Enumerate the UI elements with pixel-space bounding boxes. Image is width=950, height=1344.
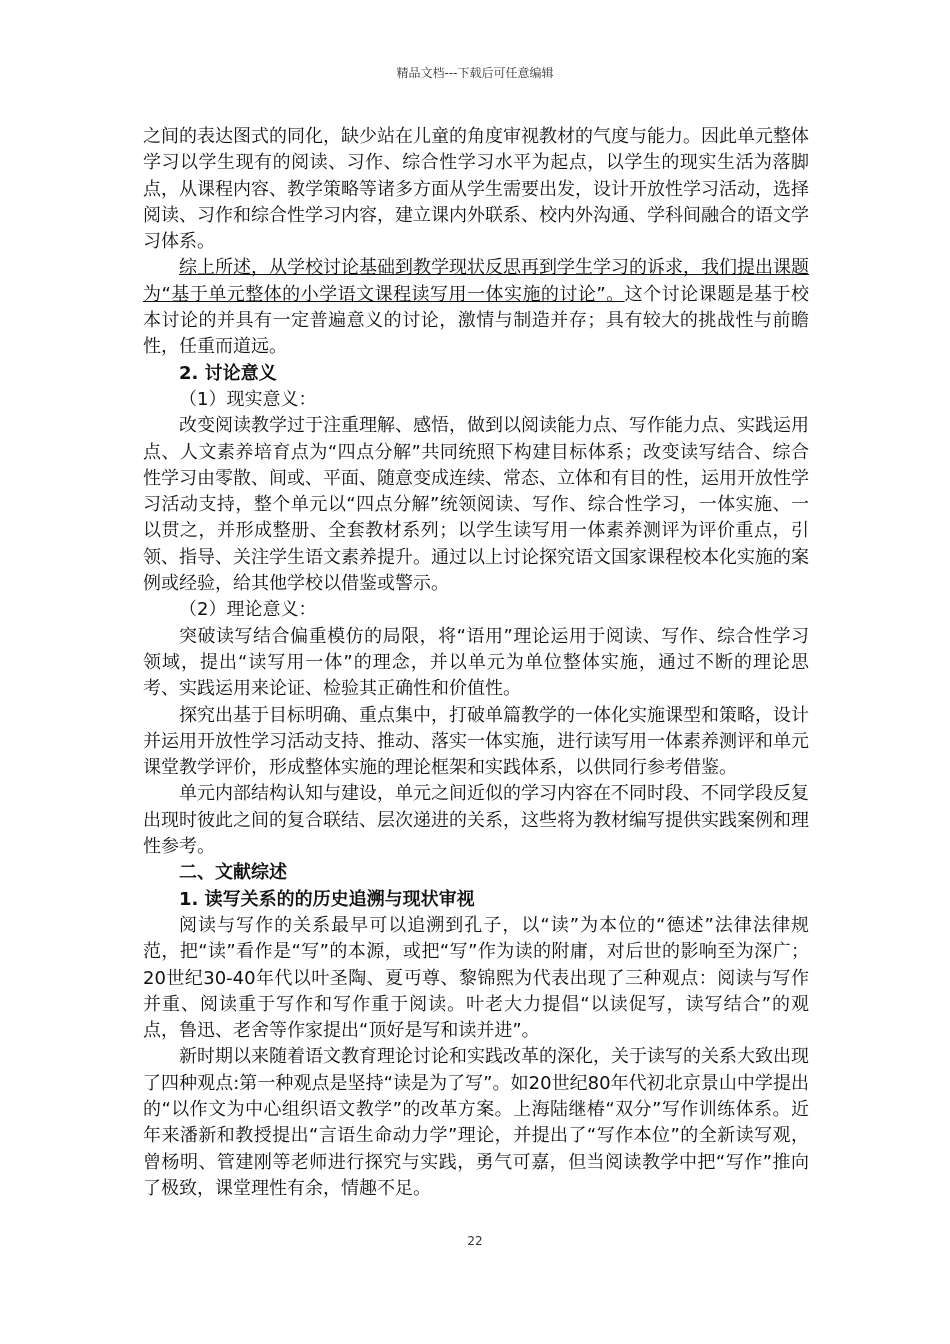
heading-theoretical: （2）理论意义： — [179, 599, 317, 621]
paragraph: 改变阅读教学过于注重理解、感悟，做到以阅读能力点、写作能力点、实践运用点、人文素养培育点为“四点分解”共同统照下构建目标体系；改变读写结合、综合性学习由零散、间或、平面、随意变成连续、常态、立体和有目的性，运用开放性学习活动支持，整个单元以“四点分解”统领阅读、写作、综合性学习，一体实施、一以贯之，并形成整册、全套教材系列；以学生读写用一体素养测评为评价重点，引领、指导、关注学生语文素养提升。通过以上讨论探究语文国家课程校本化实施的案例或经验，给其他学校以借鉴或警示。 — [143, 415, 809, 595]
paragraph — [143, 255, 809, 360]
paragraph: 探究出基于目标明确、重点集中，打破单篇教学的一体化实施课型和策略，设计并运用开放性学习活动支持、推动、落实一体实施，进行读写用一体素养测评和单元课堂教学评价，形成整体实施的理论框架和实践体系，以供同行参考借鉴。 — [143, 704, 809, 779]
underlined-text: 综上所述，从学校讨论基础到教学现状反思再到学生学习的诉求，我们提出课题为“基于单元整体的小学语文课程读写用一体实施的讨论”。 — [143, 257, 809, 305]
heading-history: 1. 读写关系的的历史追溯与现状审视 — [179, 888, 475, 910]
paragraph: 之间的表达图式的同化，缺少站在儿童的角度审视教材的气度与能力。因此单元整体学习以学生现有的阅读、习作、综合性学习水平为起点，以学生的现实生活为落脚点，从课程内容、教学策略等诸多方面从学生需要出发，设计开放性学习活动，选择阅读、习作和综合性学习内容，建立课内外联系、校内外沟通、学科间融合的语文学习体系。 — [143, 126, 809, 253]
paragraph: 新时期以来随着语文教育理论讨论和实践改革的深化，关于读写的关系大致出现了四种观点:第一种观点是坚持“读是为了写”。如20世纪80年代初北京景山中学提出的“以作文为中心组织语文教学”的改革方案。上海陆继椿“双分”写作训练体系。近年来潘新和教授提出“言语生命动力学”理论，并提出了“写作本位”的全新读写观，曾杨明、管建刚等老师进行探究与实践，勇气可嘉，但当阅读教学中把“写作”推向了极致，课堂理性有余，情趣不足。 — [143, 1046, 809, 1199]
page-header: 精品文档---下载后可任意编辑 — [396, 66, 554, 80]
heading-review: 二、文献综述 — [179, 862, 287, 884]
paragraph: 单元内部结构认知与建设，单元之间近似的学习内容在不同时段、不同学段反复出现时彼此之间的复合联结、层次递进的关系，这些将为教材编写提供实践案例和理性参考。 — [143, 783, 809, 858]
paragraph: 阅读与写作的关系最早可以追溯到孔子，以“读”为本位的“德述”法律法律规范，把“读”看作是“写”的本源，或把“写”作为读的附庸，对后世的影响至为深广；20世纪30-40年代以叶圣陶、夏丏尊、黎锦熙为代表出现了三种观点：阅读与写作并重、阅读重于写作和写作重于阅读。叶老大力提倡“以读促写，读写结合”的观点，鲁迅、老舍等作家提出“顶好是写和读并进”。 — [143, 914, 809, 1042]
paragraph: 突破读写结合偏重模仿的局限，将“语用”理论运用于阅读、写作、综合性学习领域，提出“读写用一体”的理念，并以单元为单位整体实施，通过不断的理论思考、实践运用来论证、检验其正确性和价值性。 — [143, 625, 809, 700]
paragraph-text: 这个讨论课题是基于校本讨论的并具有一定普遍意义的讨论，激情与制造并存；具有较大的挑战性与前瞻性，任重而道远。 — [143, 283, 809, 358]
page-number: 22 — [467, 1234, 483, 1248]
heading-significance: 2. 讨论意义 — [179, 362, 277, 384]
document-body — [143, 124, 809, 1202]
heading-practical: （1）现实意义： — [179, 388, 317, 410]
